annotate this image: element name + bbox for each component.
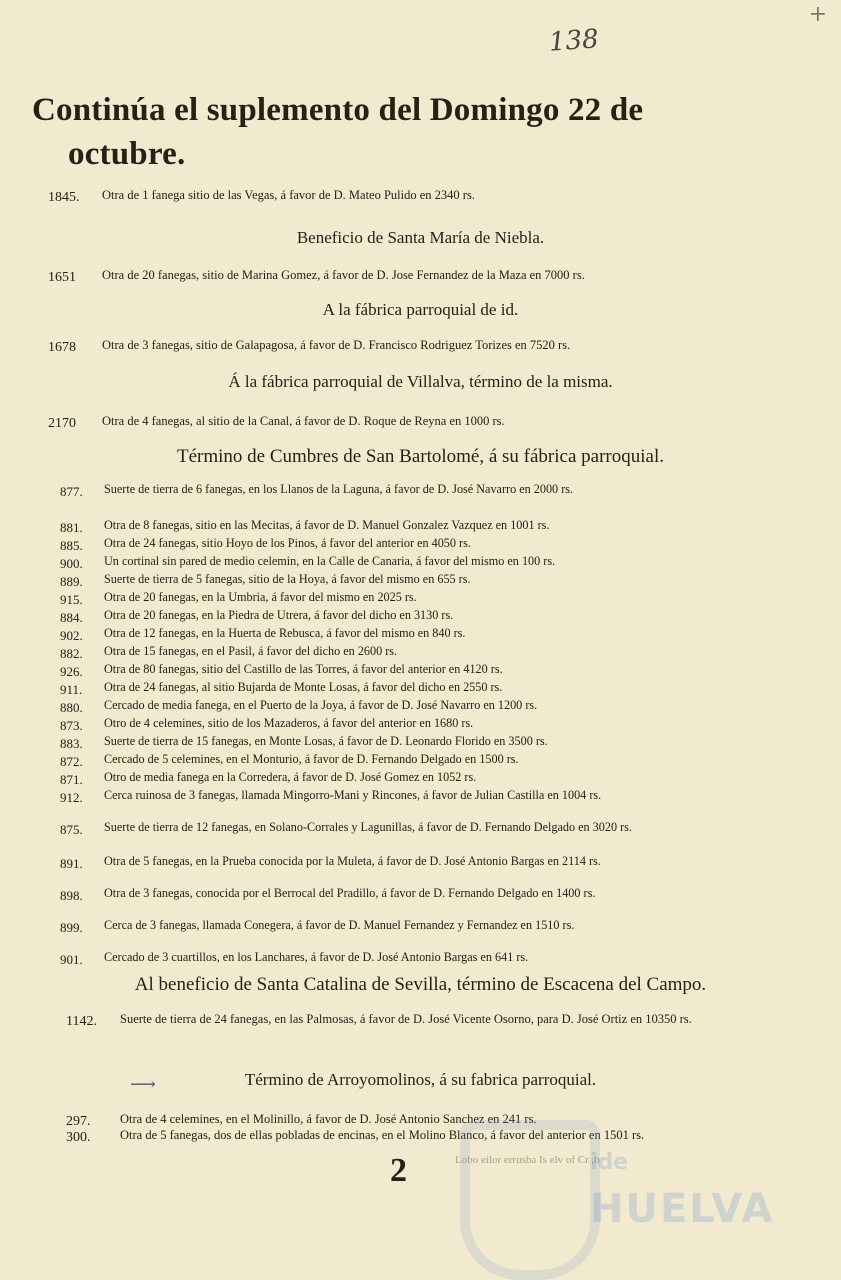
entry-1845 — [48, 188, 808, 203]
entry-297 — [66, 1112, 706, 1127]
entry-number: 884. — [60, 610, 83, 625]
entry-number: 891. — [60, 856, 83, 871]
entry-text: Otra de 12 fanegas, en la Huerta de Rebusca, á favor del mismo en 840 rs. — [104, 626, 466, 640]
entry-text: Suerte de tierra de 6 fanegas, en los Llanos de la Laguna, á favor de D. José Navarro en 2000 rs. — [104, 482, 574, 496]
list-item — [60, 662, 710, 679]
list-item — [60, 590, 710, 607]
entry-number: 1678 — [48, 340, 76, 355]
entry-number: 900. — [60, 556, 83, 571]
entry-number: 885. — [60, 538, 83, 553]
list-item — [60, 752, 710, 769]
entry-number: 873. — [60, 718, 83, 733]
entry-number: 875. — [60, 822, 83, 837]
entry-number: 889. — [60, 574, 83, 589]
title-line-2: octubre. — [68, 136, 186, 172]
entry-number: 912. — [60, 790, 83, 805]
entry-1651 — [48, 268, 728, 283]
list-item — [60, 950, 710, 967]
entry-text: Otra de 1 fanega sitio de las Vegas, á favor de D. Mateo Pulido en 2340 rs. — [102, 188, 475, 202]
entry-number: 883. — [60, 736, 83, 751]
page-number: 2 — [390, 1152, 407, 1189]
entry-number: 926. — [60, 664, 83, 679]
entry-number: 901. — [60, 952, 83, 967]
entry-text: Otro de 4 celemines, sitio de los Mazaderos, á favor del anterior en 1680 rs. — [104, 716, 474, 730]
list-item — [60, 770, 710, 787]
section-heading-arroyomolinos: Término de Arroyomolinos, á su fabrica parroquial. — [244, 1070, 597, 1089]
section-heading-villalva: Á la fábrica parroquial de Villalva, término de la misma. — [228, 372, 613, 391]
list-item — [60, 918, 710, 935]
list-item — [60, 886, 710, 903]
entry-number: 881. — [60, 520, 83, 535]
entry-number: 1142. — [66, 1014, 97, 1029]
watermark-line-1: ide — [590, 1150, 629, 1175]
entry-number: 915. — [60, 592, 83, 607]
entry-text: Un cortinal sin pared de medio celemin, en la Calle de Canaria, á favor del mismo en 100 rs. — [104, 554, 556, 568]
entry-300 — [66, 1128, 706, 1143]
entry-text: Cerca ruinosa de 3 fanegas, llamada Mingorro-Mani y Rincones, á favor de Julian Castilla en 1004 rs. — [104, 788, 602, 802]
entry-number: 2170 — [48, 416, 76, 431]
section-heading-niebla: Beneficio de Santa María de Niebla. — [296, 228, 545, 247]
list-item — [60, 536, 710, 553]
stamp-seal-icon — [460, 1120, 600, 1280]
entry-number: 1845. — [48, 190, 80, 205]
entry-text: Otra de 4 fanegas, al sitio de la Canal, á favor de D. Roque de Reyna en 1000 rs. — [102, 414, 505, 428]
list-item — [60, 518, 710, 535]
list-item — [60, 716, 710, 733]
section-heading-fabrica-id: A la fábrica parroquial de id. — [322, 300, 519, 319]
entry-text: Suerte de tierra de 15 fanegas, en Monte Losas, á favor de D. Leonardo Florido en 3500 rs. — [104, 734, 548, 748]
page-title — [32, 88, 732, 176]
entry-number: 902. — [60, 628, 83, 643]
entry-number: 871. — [60, 772, 83, 787]
entry-text: Suerte de tierra de 5 fanegas, sitio de la Hoya, á favor del mismo en 655 rs. — [104, 572, 471, 586]
entry-1142 — [66, 1012, 726, 1027]
section-heading-santa-catalina: Al beneficio de Santa Catalina de Sevilla, término de Escacena del Campo. — [134, 974, 707, 995]
list-item — [60, 608, 710, 625]
entry-text: Suerte de tierra de 12 fanegas, en Solano-Corrales y Lagunillas, á favor de D. Fernando Delgado en 3020 rs. — [104, 820, 632, 834]
entry-text: Cerca de 3 fanegas, llamada Conegera, á favor de D. Manuel Fernandez y Fernandez en 1510 rs. — [104, 918, 575, 932]
entry-text: Otra de 24 fanegas, sitio Hoyo de los Pinos, á favor del anterior en 4050 rs. — [104, 536, 471, 550]
entry-number: 899. — [60, 920, 83, 935]
entry-text: Otra de 8 fanegas, sitio en las Mecitas, á favor de D. Manuel Gonzalez Vazquez en 1001 rs. — [104, 518, 550, 532]
handwritten-arrow-icon: ⟶ — [130, 1074, 156, 1095]
list-item — [60, 626, 710, 643]
entry-text: Cercado de media fanega, en el Puerto de la Joya, á favor de D. José Navarro en 1200 rs. — [104, 698, 538, 712]
entry-number: 882. — [60, 646, 83, 661]
list-item — [60, 680, 710, 697]
entry-text: Otra de 80 fanegas, sitio del Castillo de las Torres, á favor del anterior en 4120 rs. — [104, 662, 503, 676]
entry-number: 911. — [60, 682, 83, 697]
list-item — [60, 554, 710, 571]
list-item — [60, 482, 710, 499]
list-item — [60, 820, 710, 837]
entry-text: Otra de 5 fanegas, en la Prueba conocida por la Muleta, á favor de D. José Antonio Bargas en 2114 rs. — [104, 854, 601, 868]
entry-text: Otra de 20 fanegas, en la Piedra de Utrera, á favor del dicho en 3130 rs. — [104, 608, 454, 622]
entry-number: 877. — [60, 484, 83, 499]
entry-text: Otra de 15 fanegas, en el Pasil, á favor del dicho en 2600 rs. — [104, 644, 398, 658]
entry-number: 300. — [66, 1130, 91, 1145]
entry-text: Cercado de 5 celemines, en el Monturio, á favor de D. Fernando Delgado en 1500 rs. — [104, 752, 519, 766]
corner-mark: + — [808, 2, 827, 27]
list-item — [60, 644, 710, 661]
library-stamp-watermark — [530, 1150, 775, 1250]
section-heading-cumbres: Término de Cumbres de San Bartolomé, á su fábrica parroquial. — [177, 446, 664, 467]
list-item — [60, 788, 710, 805]
entry-text: Otro de media fanega en la Corredera, á favor de D. José Gomez en 1052 rs. — [104, 770, 477, 784]
list-item — [60, 854, 710, 871]
entry-number: 297. — [66, 1114, 91, 1129]
entry-text: Otra de 24 fanegas, al sitio Bujarda de Monte Losas, á favor del dicho en 2550 rs. — [104, 680, 503, 694]
entry-number: 880. — [60, 700, 83, 715]
folio-number: 138 — [548, 24, 600, 58]
entry-text: Otra de 3 fanegas, sitio de Galapagosa, á favor de D. Francisco Rodriguez Torizes en 7520 rs. — [102, 338, 571, 352]
watermark-line-2: HUELVA — [590, 1186, 775, 1232]
entry-number: 898. — [60, 888, 83, 903]
entry-text: Otra de 3 fanegas, conocida por el Berrocal del Pradillo, á favor de D. Fernando Delgado en 1400 rs. — [104, 886, 596, 900]
entry-text: Otra de 5 fanegas, dos de ellas pobladas de encinas, en el Molino Blanco, á favor del anterior en 1501 rs. — [120, 1128, 645, 1142]
bleed-through-text: Lobo eilor errusba Is elv of Cr ,b — [455, 1154, 600, 1166]
list-item — [60, 734, 710, 751]
list-item — [60, 698, 710, 715]
entry-number: 1651 — [48, 270, 76, 285]
entry-text: Otra de 4 celemines, en el Molinillo, á favor de D. José Antonio Sanchez en 241 rs. — [120, 1112, 537, 1126]
entry-text: Suerte de tierra de 24 fanegas, en las Palmosas, á favor de D. José Vicente Osorno, para D. José Ortiz en 10350 rs. — [120, 1012, 692, 1026]
entry-text: Otra de 20 fanegas, en la Umbria, á favor del mismo en 2025 rs. — [104, 590, 417, 604]
entry-1678 — [48, 338, 808, 353]
entry-text: Otra de 20 fanegas, sitio de Marina Gomez, á favor de D. Jose Fernandez de la Maza en 7000 rs. — [102, 268, 585, 282]
list-item — [60, 572, 710, 589]
entry-2170 — [48, 414, 808, 429]
entry-text: Cercado de 3 cuartillos, en los Lanchares, á favor de D. José Antonio Bargas en 641 rs. — [104, 950, 529, 964]
title-line-1: Continúa el suplemento del Domingo 22 de — [32, 92, 644, 128]
entry-number: 872. — [60, 754, 83, 769]
